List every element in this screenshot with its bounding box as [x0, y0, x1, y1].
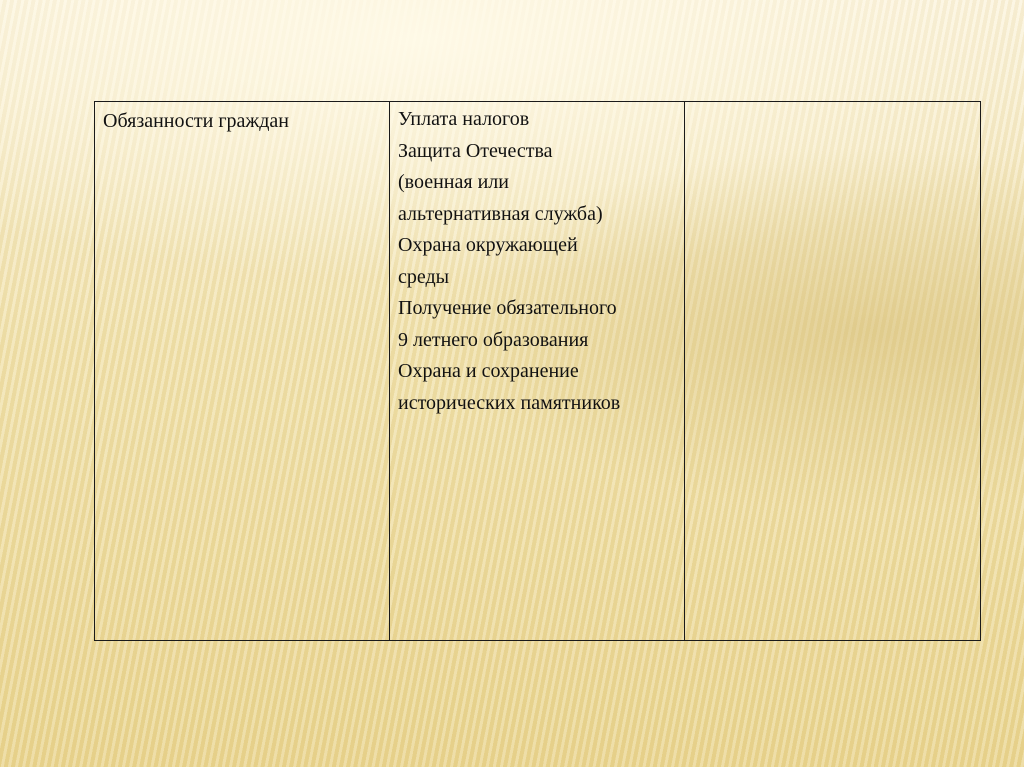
duty-line: исторических памятников [398, 391, 621, 414]
duty-line: Получение обязательного [398, 297, 617, 319]
duties-cell [390, 102, 685, 641]
duty-line: альтернативная служба) [398, 202, 603, 225]
duty-line: 9 летнего образования [398, 328, 589, 351]
duty-line: Защита Отечества [398, 139, 553, 162]
duty-line: Уплата налогов [398, 108, 530, 130]
duty-line: Охрана окружающей [398, 234, 578, 256]
duties-list [398, 104, 676, 419]
duty-line: (военная или [398, 171, 509, 193]
category-cell [95, 102, 390, 641]
empty-cell [685, 102, 981, 641]
duty-line: Охрана и сохранение [398, 360, 579, 382]
duty-line: среды [398, 265, 450, 288]
category-label: Обязанности граждан [103, 110, 289, 132]
table-row [95, 102, 981, 641]
duties-table [94, 101, 981, 641]
